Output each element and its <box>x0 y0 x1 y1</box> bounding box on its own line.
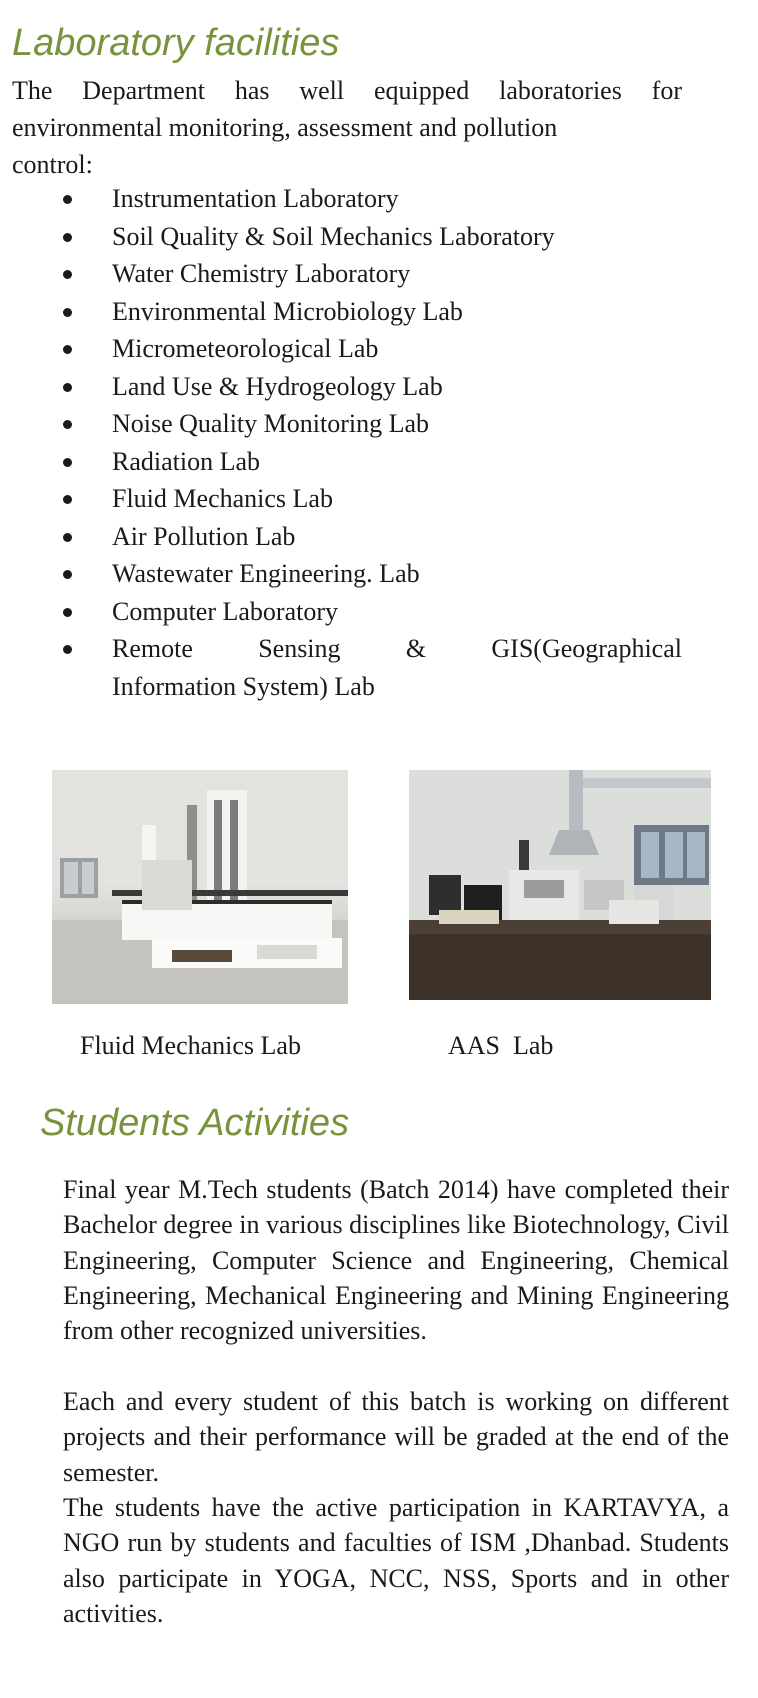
bullet-icon <box>63 345 72 354</box>
activities-paragraph: Final year M.Tech students (Batch 2014) have completed their Bachelor degree in various disciplines like Biotechnology, Civil Engineering, Computer Science and Engineering, Chemical Engineering, Mechanical Engineering and Mining Engineering from other recognized universities. <box>63 1175 729 1346</box>
lab-name: Land Use & Hydrogeology Lab <box>112 371 443 401</box>
lab-word: Remote <box>112 634 193 663</box>
lab-name: Radiation Lab <box>112 446 261 476</box>
activities-paragraph: Each and every student of this batch is working on different projects and their performance will be graded at the end of the semester. <box>63 1387 729 1487</box>
list-item <box>0 555 690 593</box>
list-item <box>0 368 690 406</box>
list-item <box>0 593 690 631</box>
lab-intro-end: control: <box>12 150 93 179</box>
list-item <box>0 405 690 443</box>
lab-word: Sensing <box>258 634 341 663</box>
list-item <box>0 255 690 293</box>
lab-list <box>0 180 690 705</box>
fluid-mechanics-lab-caption: Fluid Mechanics Lab <box>80 1031 301 1060</box>
list-item <box>0 480 690 518</box>
bullet-icon <box>63 270 72 279</box>
fluid-mechanics-lab-photo <box>52 770 348 1004</box>
lab-intro-text: The Department has well equipped laboratories for environmental monitoring, assessment and pollution <box>12 76 682 142</box>
lab-word: & <box>405 634 427 663</box>
lab-name: Micrometeorological Lab <box>112 334 379 363</box>
list-item <box>0 218 690 256</box>
bullet-icon <box>63 495 72 504</box>
list-item <box>0 630 690 705</box>
bullet-icon <box>63 383 72 392</box>
lab-name: Fluid Mechanics Lab <box>112 484 333 513</box>
list-item <box>0 330 690 368</box>
bullet-icon <box>63 608 72 617</box>
bullet-icon <box>63 233 72 242</box>
lab-name: Instrumentation Laboratory <box>112 184 399 213</box>
lab-name: Environmental Microbiology Lab <box>112 296 463 326</box>
lab-name-line2: Information System) Lab <box>112 671 375 701</box>
lab-name: Water Chemistry Laboratory <box>112 259 411 288</box>
bullet-icon <box>63 308 72 317</box>
bullet-icon <box>63 645 72 654</box>
list-item <box>0 293 690 331</box>
lab-name: Soil Quality & Soil Mechanics Laboratory <box>112 221 555 251</box>
bullet-icon <box>63 533 72 542</box>
lab-name: Wastewater Engineering. Lab <box>112 559 420 588</box>
lab-name-line1 <box>112 630 682 668</box>
list-item <box>0 180 690 218</box>
bullet-icon <box>63 420 72 429</box>
aas-lab-photo <box>409 770 711 1000</box>
lab-name: Computer Laboratory <box>112 596 338 626</box>
list-item <box>0 443 690 481</box>
lab-name: Air Pollution Lab <box>112 521 296 551</box>
students-activities-heading: Students Activities <box>40 1102 350 1144</box>
lab-word: GIS(Geographical <box>491 634 682 663</box>
activities-paragraph: The students have the active participation in KARTAVYA, a NGO run by students and faculties of ISM ,Dhanbad. Students also participate in YOGA, NCC, NSS, Sports and in other activities. <box>63 1493 729 1628</box>
bullet-icon <box>63 458 72 467</box>
list-item <box>0 518 690 556</box>
aas-lab-caption: AAS Lab <box>448 1031 554 1060</box>
lab-facilities-heading: Laboratory facilities <box>12 22 340 64</box>
lab-name: Noise Quality Monitoring Lab <box>112 409 430 438</box>
bullet-icon <box>63 570 72 579</box>
bullet-icon <box>63 195 72 204</box>
